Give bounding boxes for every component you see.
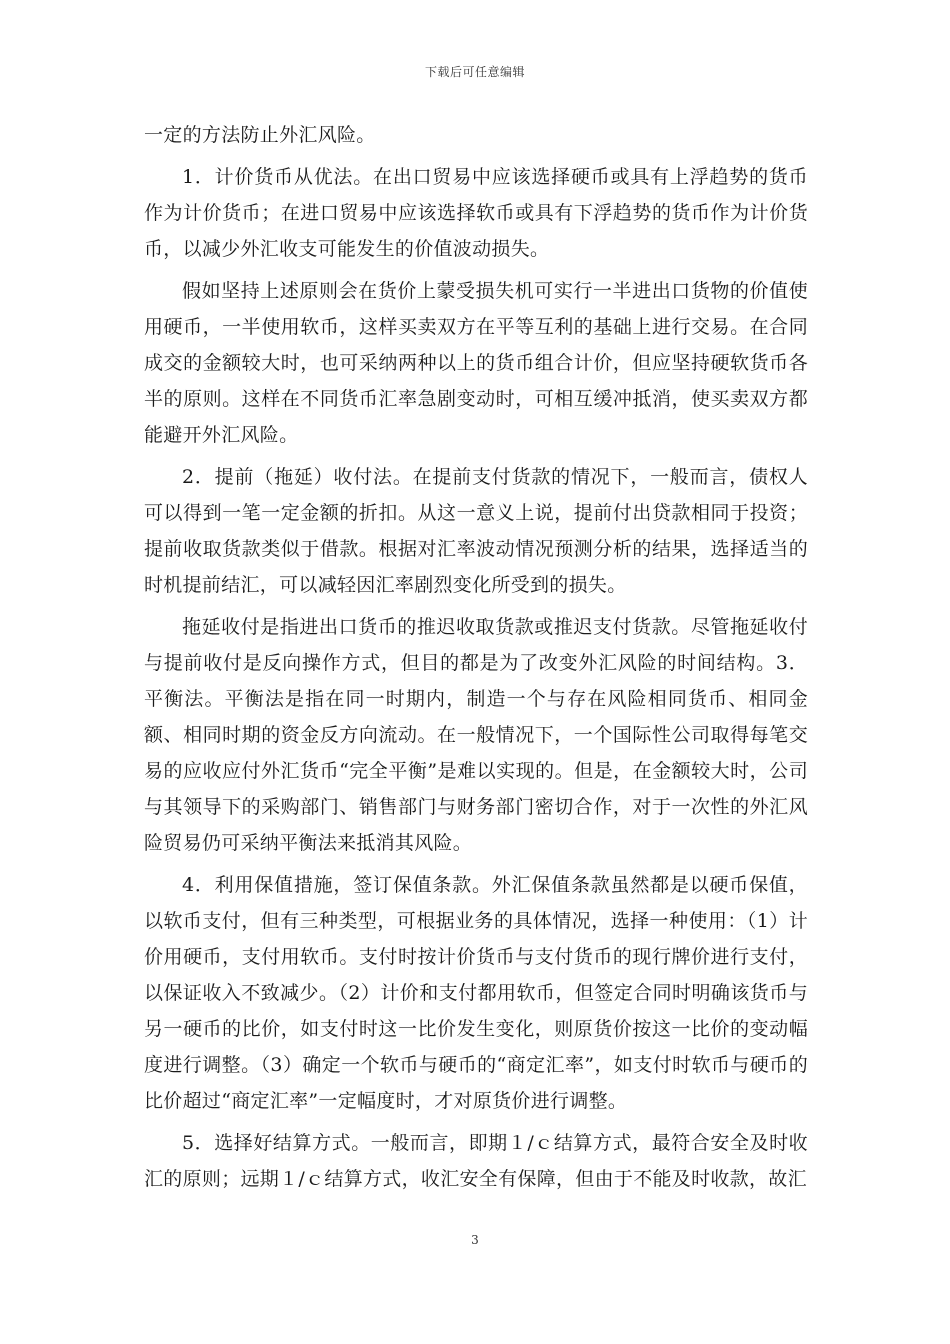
paragraph-hedging-clauses: 4．利用保值措施，签订保值条款。外汇保值条款虽然都是以硬币保值，以软币支付，但有三种类型，可根据业务的具体情况，选择一种使用：（1）计价用硬币，支付用软币。支付时按计价货币与支付货币的现行牌价进行支付，以保证收入不致减少。（2）计价和支付都用软币，但签定合同时明确该货币与另一硬币的比价，如支付时这一比价发生变化，则原货价按这一比价的变动幅度进行调整。（3）确定一个软币与硬币的“商定汇率”，如支付时软币与硬币的比价超过“商定汇率”一定幅度时，才对原货价进行调整。 (144, 874, 808, 1112)
paragraph-delay-and-balance: 拖延收付是指进出口货币的推迟收取货款或推迟支付货款。尽管拖延收付与提前收付是反向操作方式，但目的都是为了改变外汇风险的时间结构。3．平衡法。平衡法是指在同一时期内，制造一个与存在风险相同货币、相同金额、相同时期的资金反方向流动。在一般情况下，一个国际性公司取得每笔交易的应收应付外汇货币“完全平衡”是难以实现的。但是，在金额较大时，公司与其领导下的采购部门、销售部门与财务部门密切合作，对于一次性的外汇风险贸易仍可采纳平衡法来抵消其风险。 (144, 616, 808, 854)
document-body (144, 117, 808, 1203)
page-number: 3 (471, 1233, 479, 1247)
paragraph-settlement-method: 5．选择好结算方式。一般而言，即期１/ｃ结算方式，最符合安全及时收汇的原则；远期１/ｃ结算方式，收汇安全有保障，但由于不能及时收款，故汇 (144, 1132, 808, 1190)
paragraph-mixed-currency: 假如坚持上述原则会在货价上蒙受损失机可实行一半进出口货物的价值使用硬币，一半使用软币，这样买卖双方在平等互利的基础上进行交易。在合同成交的金额较大时，也可采纳两种以上的货币组合计价，但应坚持硬软货币各半的原则。这样在不同货币汇率急剧变动时，可相互缓冲抵消，使买卖双方都能避开外汇风险。 (144, 280, 808, 446)
paragraph-continuation: 一定的方法防止外汇风险。 (144, 124, 376, 146)
paragraph-pricing-currency: 1．计价货币从优法。在出口贸易中应该选择硬币或具有上浮趋势的货币作为计价货币；在进口贸易中应该选择软币或具有下浮趋势的货币作为计价货币，以减少外汇收支可能发生的价值波动损失。 (144, 166, 808, 260)
paragraph-lead-lag: 2．提前（拖延）收付法。在提前支付货款的情况下，一般而言，债权人可以得到一笔一定金额的折扣。从这一意义上说，提前付出贷款相同于投资；提前收取货款类似于借款。根据对汇率波动情况预测分析的结果，选择适当的时机提前结汇，可以减轻因汇率剧烈变化所受到的损失。 (144, 466, 808, 596)
page-header: 下载后可任意编辑 (424, 65, 525, 79)
